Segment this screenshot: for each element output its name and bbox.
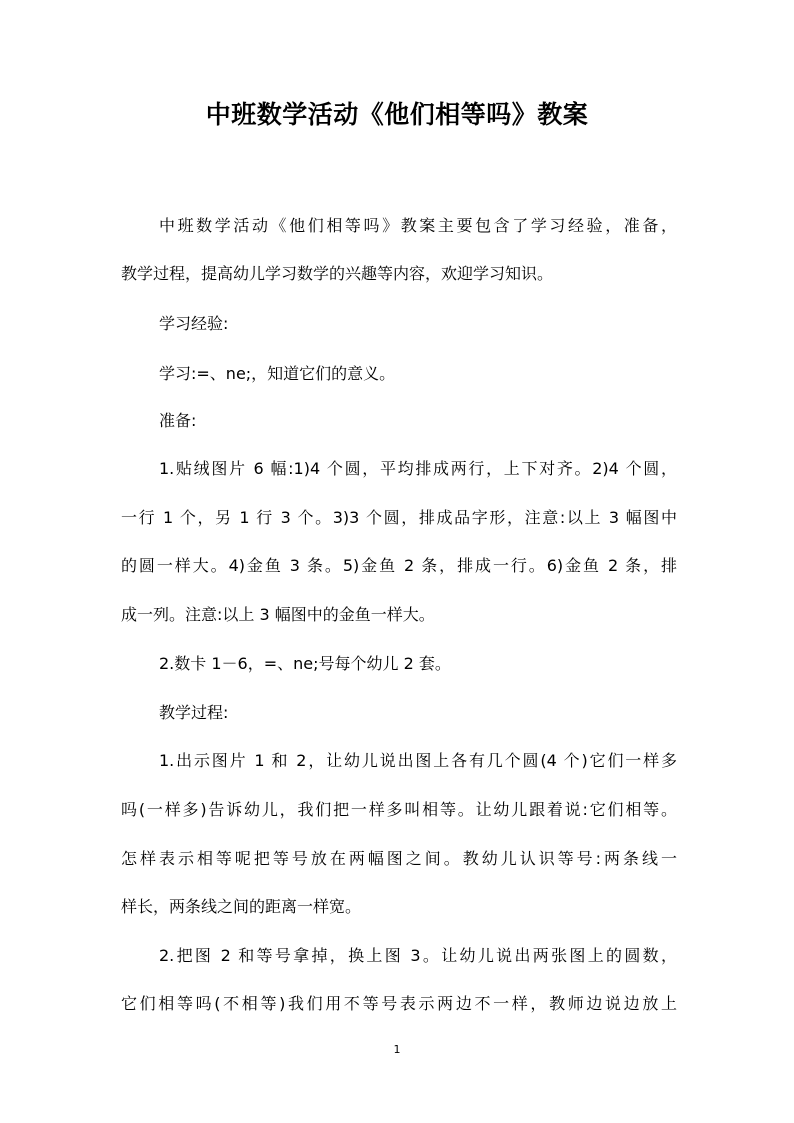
paragraph-line: 2.把图 2 和等号拿掉，换上图 3。让幼儿说出两张图上的圆数，: [159, 946, 677, 965]
paragraph-line: 1.出示图片 1 和 2，让幼儿说出图上各有几个圆(4 个)它们一样多: [159, 751, 677, 770]
paragraph-line: 样长，两条线之间的距离一样宽。: [121, 897, 362, 916]
section-heading: 学习经验:: [159, 314, 229, 333]
paragraph-line: 吗(一样多)告诉幼儿，我们把一样多叫相等。让幼儿跟着说:它们相等。: [121, 800, 677, 819]
paragraph-line: 中班数学活动《他们相等吗》教案主要包含了学习经验，准备，: [159, 216, 677, 235]
paragraph-line: 一行 1 个，另 1 行 3 个。3)3 个圆，排成品字形，注意:以上 3 幅图中: [121, 508, 677, 527]
page-number: 1: [393, 1043, 401, 1056]
section-heading: 准备:: [159, 411, 197, 430]
paragraph-line: 的圆一样大。4)金鱼 3 条。5)金鱼 2 条，排成一行。6)金鱼 2 条，排: [121, 556, 677, 575]
paragraph-line: 学习:=、ne;，知道它们的意义。: [159, 364, 396, 383]
paragraph-line: 教学过程，提高幼儿学习数学的兴趣等内容，欢迎学习知识。: [121, 264, 554, 283]
paragraph-line: 成一列。注意:以上 3 幅图中的金鱼一样大。: [121, 605, 435, 624]
paragraph-line: 1.贴绒图片 6 幅:1)4 个圆，平均排成两行，上下对齐。2)4 个圆，: [159, 459, 677, 478]
paragraph-line: 2.数卡 1－6，=、ne;号每个幼儿 2 套。: [159, 654, 451, 673]
paragraph-line: 怎样表示相等呢把等号放在两幅图之间。教幼儿认识等号:两条线一: [121, 849, 677, 868]
paragraph-line: 它们相等吗(不相等)我们用不等号表示两边不一样，教师边说边放上: [121, 994, 677, 1013]
document-title: 中班数学活动《他们相等吗》教案: [205, 100, 589, 129]
section-heading: 教学过程:: [159, 703, 229, 722]
